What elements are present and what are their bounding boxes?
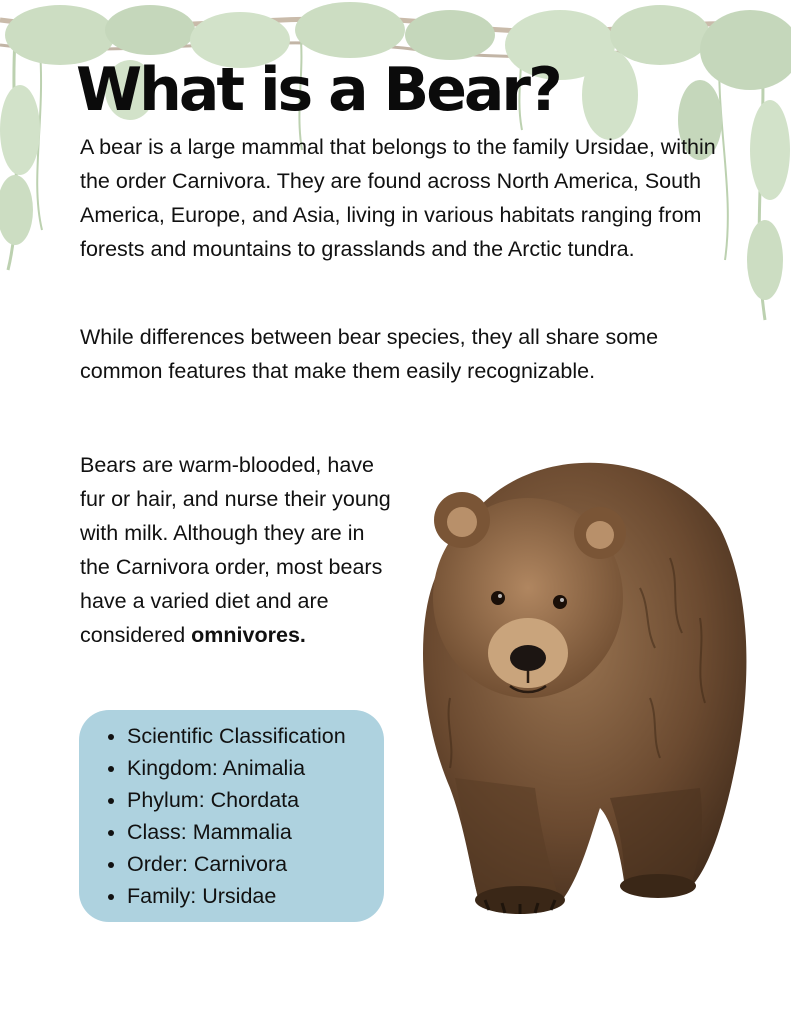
features-paragraph: While differences between bear species, they all share some common features that make them easily recognizable.	[80, 325, 659, 383]
classification-class: • Class: Mammalia	[127, 816, 346, 848]
traits-paragraph	[80, 448, 400, 652]
classification-box	[79, 710, 384, 922]
omnivores-term: omnivores.	[191, 623, 306, 647]
bear-illustration	[410, 438, 755, 918]
classification-kingdom: • Kingdom: Animalia	[127, 752, 346, 784]
intro-paragraph: A bear is a large mammal that belongs to the family Ursidae, within the order Carnivora. They are found across North America, South America, Europe, and Asia, living in various habitats ranging from forests and mountains to grasslands and the Arctic tundra.	[80, 135, 716, 261]
classification-phylum: • Phylum: Chordata	[127, 784, 346, 816]
traits-text: Bears are warm-blooded, have fur or hair, and nurse their young with milk. Although they are in the Carnivora order, most bears have a varied diet and are considered	[80, 453, 391, 647]
classification-heading: • Scientific Classification	[127, 720, 346, 752]
classification-order: • Order: Carnivora	[127, 848, 346, 880]
classification-family: • Family: Ursidae	[127, 880, 346, 912]
classification-list	[79, 720, 346, 912]
page-title: What is a Bear?	[76, 55, 560, 125]
